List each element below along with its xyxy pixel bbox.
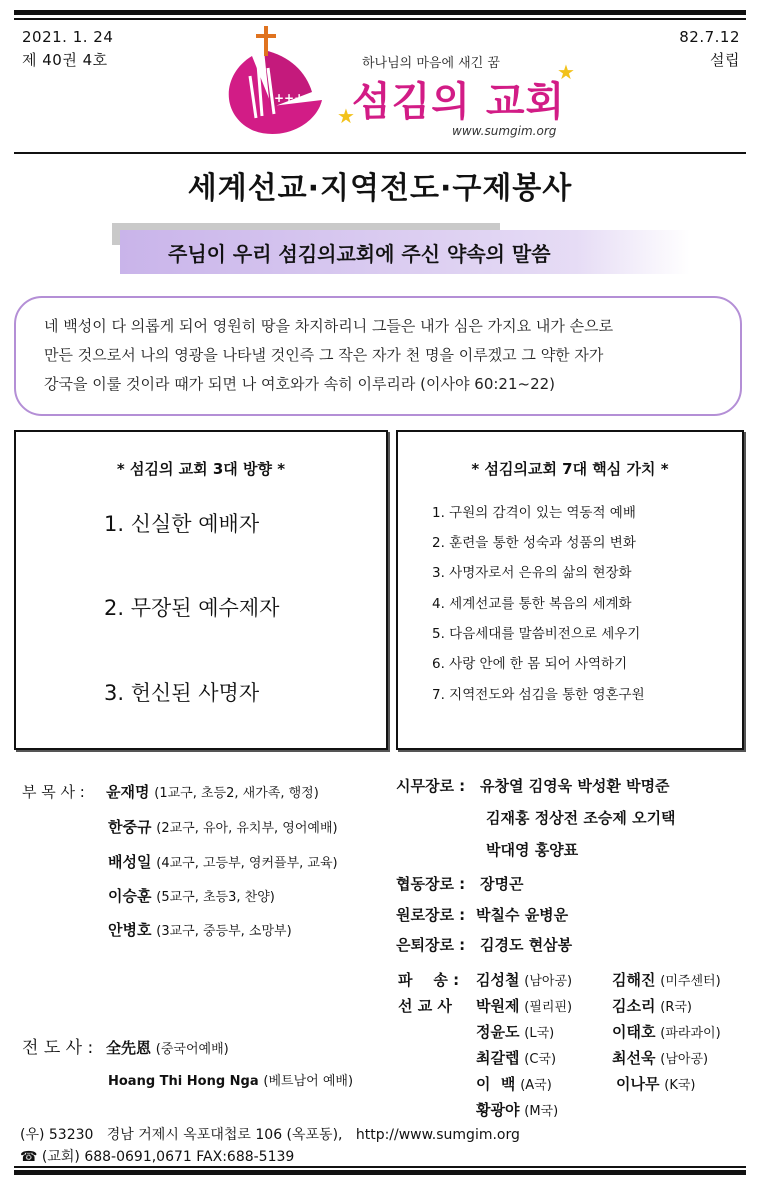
missionary-row [476,1022,554,1044]
missionary-place: (A국) [520,1078,552,1093]
missionary-place: (R국) [660,1000,692,1015]
logo-slogan: 하나님의 마음에 새긴 꿈 [362,56,500,71]
evangelist-role: (중국어예배) [155,1042,229,1057]
phone-icon: ☎ [20,1149,38,1165]
missionary-row [476,970,572,992]
page-title: 세계선교·지역전도·구제봉사 [187,171,573,206]
associate-role: (4교구, 고등부, 영커플부, 교육) [156,856,338,871]
missionary-name: 이태호 [612,1023,656,1041]
retired-elders-label: 은퇴장로 : [396,936,466,954]
logo-website: www.sumgim.org [452,124,557,138]
evangelist-row [108,1070,353,1092]
missionary-name: 김성철 [476,971,520,989]
missionary-name: 이 백 [476,1075,516,1093]
missionary-place: (남아공) [524,974,573,989]
missionary-row [476,1048,556,1070]
associate-name: 한중규 [108,818,152,836]
associate-role: (2교구, 유아, 유치부, 영어예배) [156,821,338,836]
missionary-row [476,996,572,1018]
missionary-row [612,1048,708,1070]
footer-phone-row [20,1146,294,1166]
missionary-place: (미주센터) [660,974,721,989]
active-elders-line-2: 김재홍 정상전 조승제 오기택 [486,809,676,827]
directions-heading: * 섬김의 교회 3대 방향 * [116,460,286,478]
footer-phone: (교회) 688-0691,0671 FAX:688-5139 [41,1149,295,1165]
active-elders-line-1: 유창열 김영욱 박성환 박명준 [480,777,670,795]
issue-date: 2021. 1. 24 [22,28,114,46]
senior-elders: 박칠수 윤병운 [476,906,569,924]
associate-name: 배성일 [108,853,152,871]
active-elders-label: 시무장로 : [396,777,466,795]
associate-row [106,782,319,804]
retired-elders: 김경도 현삼봉 [480,936,573,954]
bottom-rule-thick [14,1170,746,1175]
value-item-5: 5. 다음세대를 말씀비전으로 세우기 [432,626,641,642]
associate-row [108,886,275,908]
missionary-row [612,1022,721,1044]
missionary-name: 황광야 [476,1101,520,1119]
missionary-place: (필리핀) [524,1000,573,1015]
missionary-name: 정윤도 [476,1023,520,1041]
missionary-place: (L국) [524,1026,555,1041]
missionary-place: (남아공) [660,1052,709,1067]
associate-role: (3교구, 중등부, 소망부) [156,924,292,939]
active-elders-line-3: 박대영 홍양표 [486,841,579,859]
evangelist-row [106,1038,229,1060]
logo-church-name: 섬김의 교회 [352,79,566,125]
missionary-place: (K국) [664,1078,696,1093]
evangelist-label: 전 도 사 : [22,1038,94,1058]
issue-volume: 제 40권 4호 [22,51,108,69]
associate-name: 이승훈 [108,887,152,905]
dispatch-label: 파 송 : [398,971,460,989]
verse-line-3: 강국을 이룰 것이라 때가 되면 나 여호와가 속히 이루리라 (이사야 60:21~22) [44,375,556,393]
missionary-name: 박원제 [476,997,520,1015]
associate-name: 안병호 [108,921,152,939]
cooperating-elders-label: 협동장로 : [396,875,466,893]
direction-item-3: 3. 헌신된 사명자 [104,681,260,705]
missionary-place: (파라과이) [660,1026,721,1041]
founded-date: 82.7.12 [679,28,740,46]
senior-elders-label: 원로장로 : [396,906,466,924]
missionary-name: 최갈렙 [476,1049,520,1067]
missionary-name: 김해진 [612,971,656,989]
associate-row [108,920,292,942]
footer-address: (우) 53230 경남 거제시 옥포대첩로 106 (옥포동), http://www.sumgim.org [20,1127,520,1143]
value-item-2: 2. 훈련을 통한 성숙과 성품의 변화 [432,535,636,551]
evangelist-name: Hoang Thi Hong Nga [108,1074,259,1089]
missionary-name: 김소리 [612,997,656,1015]
values-heading: * 섬김의교회 7대 핵심 가치 * [471,460,669,478]
svg-text:+++: +++ [274,91,305,105]
missionary-row [616,1074,696,1096]
associate-row [108,817,338,839]
associate-role: (1교구, 초등2, 새가족, 행정) [154,786,319,801]
value-item-1: 1. 구원의 감격이 있는 역동적 예배 [432,505,636,521]
missionary-name: 최선욱 [612,1049,656,1067]
missionary-row [612,996,692,1018]
missionary-row [476,1100,558,1122]
missionary-place: (M국) [524,1104,559,1119]
missionary-name: 이나무 [616,1075,660,1093]
star-icon-right: ★ [557,60,575,84]
cooperating-elders: 장명곤 [480,875,524,893]
subtitle: 주님이 우리 섬김의교회에 주신 약속의 말씀 [168,242,551,266]
missionary-row [476,1074,552,1096]
founded-label: 설립 [710,51,740,69]
header-rule [14,152,746,154]
church-logo-icon [212,22,332,140]
evangelist-role: (베트남어 예배) [263,1074,354,1089]
bottom-rule-thin [14,1166,746,1168]
associate-label: 부 목 사 : [22,783,85,801]
verse-line-1: 네 백성이 다 의롭게 되어 영원히 땅을 차지하리니 그들은 내가 심은 가지요 내가 손으로 [44,317,614,335]
direction-item-2: 2. 무장된 예수제자 [104,596,280,620]
missionary-row [612,970,721,992]
top-rule-thin [14,18,746,20]
missionary-place: (C국) [524,1052,557,1067]
associate-role: (5교구, 초등3, 찬양) [156,890,275,905]
verse-line-2: 만든 것으로서 나의 영광을 나타낼 것인즉 그 작은 자가 천 명을 이루겠고 그 약한 자가 [44,346,604,364]
associate-name: 윤재명 [106,783,150,801]
star-icon-left: ★ [337,104,355,128]
missionary-label: 선 교 사 [398,997,452,1015]
top-rule-thick [14,10,746,15]
associate-row [108,852,338,874]
direction-item-1: 1. 신실한 예배자 [104,512,260,536]
value-item-4: 4. 세계선교를 통한 복음의 세계화 [432,596,632,612]
evangelist-name: 全先恩 [106,1039,152,1057]
value-item-3: 3. 사명자로서 은유의 삶의 현장화 [432,565,632,581]
value-item-7: 7. 지역전도와 섬김을 통한 영혼구원 [432,687,645,703]
value-item-6: 6. 사랑 안에 한 몸 되어 사역하기 [432,656,628,672]
